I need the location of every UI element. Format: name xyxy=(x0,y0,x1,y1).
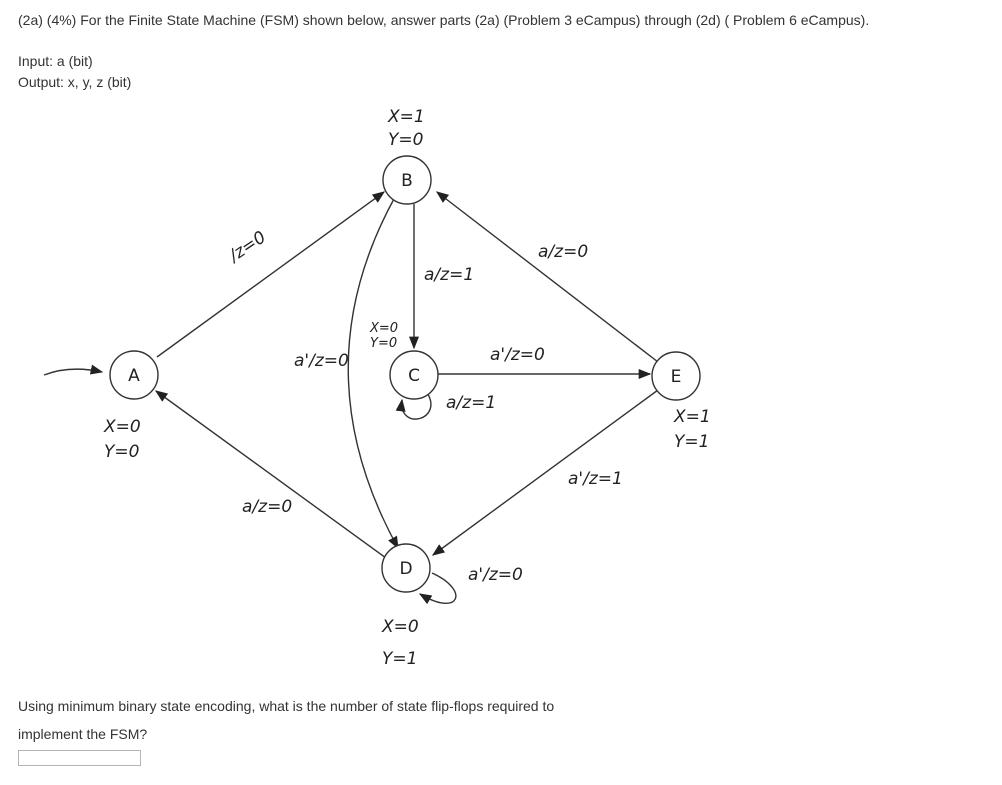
label-c-to-e: a'/z=0 xyxy=(490,345,545,365)
label-b-to-c: a/z=1 xyxy=(424,265,475,285)
state-a-label: A xyxy=(128,366,140,386)
state-b-label: B xyxy=(401,171,413,191)
state-c-output-x: X=0 xyxy=(370,321,399,336)
label-e-to-b: a/z=0 xyxy=(538,242,589,262)
state-b-output-x: X=1 xyxy=(388,107,425,127)
edge-start xyxy=(44,369,102,375)
state-b-output-y: Y=0 xyxy=(388,130,424,150)
state-e-output-x: X=1 xyxy=(674,407,711,427)
label-a-to-b: /z=0 xyxy=(225,227,270,267)
label-d-to-a: a/z=0 xyxy=(242,497,293,517)
answer-input[interactable] xyxy=(18,750,141,766)
edge-e-to-d xyxy=(433,390,658,555)
state-d-output-x: X=0 xyxy=(382,617,419,637)
state-d-output-y: Y=1 xyxy=(382,649,418,669)
state-a-output-y: Y=0 xyxy=(104,442,140,462)
question-text: Using minimum binary state encoding, what is the number of state flip-flops required to implement the FSM? xyxy=(18,698,555,742)
state-c-output-y: Y=0 xyxy=(370,336,398,351)
state-c-label: C xyxy=(408,366,420,386)
label-b-to-d: a'/z=0 xyxy=(294,351,349,371)
input-spec: Input: a (bit) xyxy=(18,53,93,69)
state-e-label: E xyxy=(670,367,682,387)
state-e-output-y: Y=1 xyxy=(674,432,710,452)
question-header: (2a) (4%) For the Finite State Machine (FSM) shown below, answer parts (2a) (Problem 3 eCampus) through (2d) ( Problem 6 eCampus). xyxy=(18,12,870,28)
label-c-self: a/z=1 xyxy=(446,393,497,413)
label-d-self: a'/z=0 xyxy=(468,565,523,585)
label-e-to-d: a'/z=1 xyxy=(568,469,623,489)
output-spec: Output: x, y, z (bit) xyxy=(18,74,132,90)
state-a-output-x: X=0 xyxy=(104,417,141,437)
state-d-label: D xyxy=(399,559,413,579)
